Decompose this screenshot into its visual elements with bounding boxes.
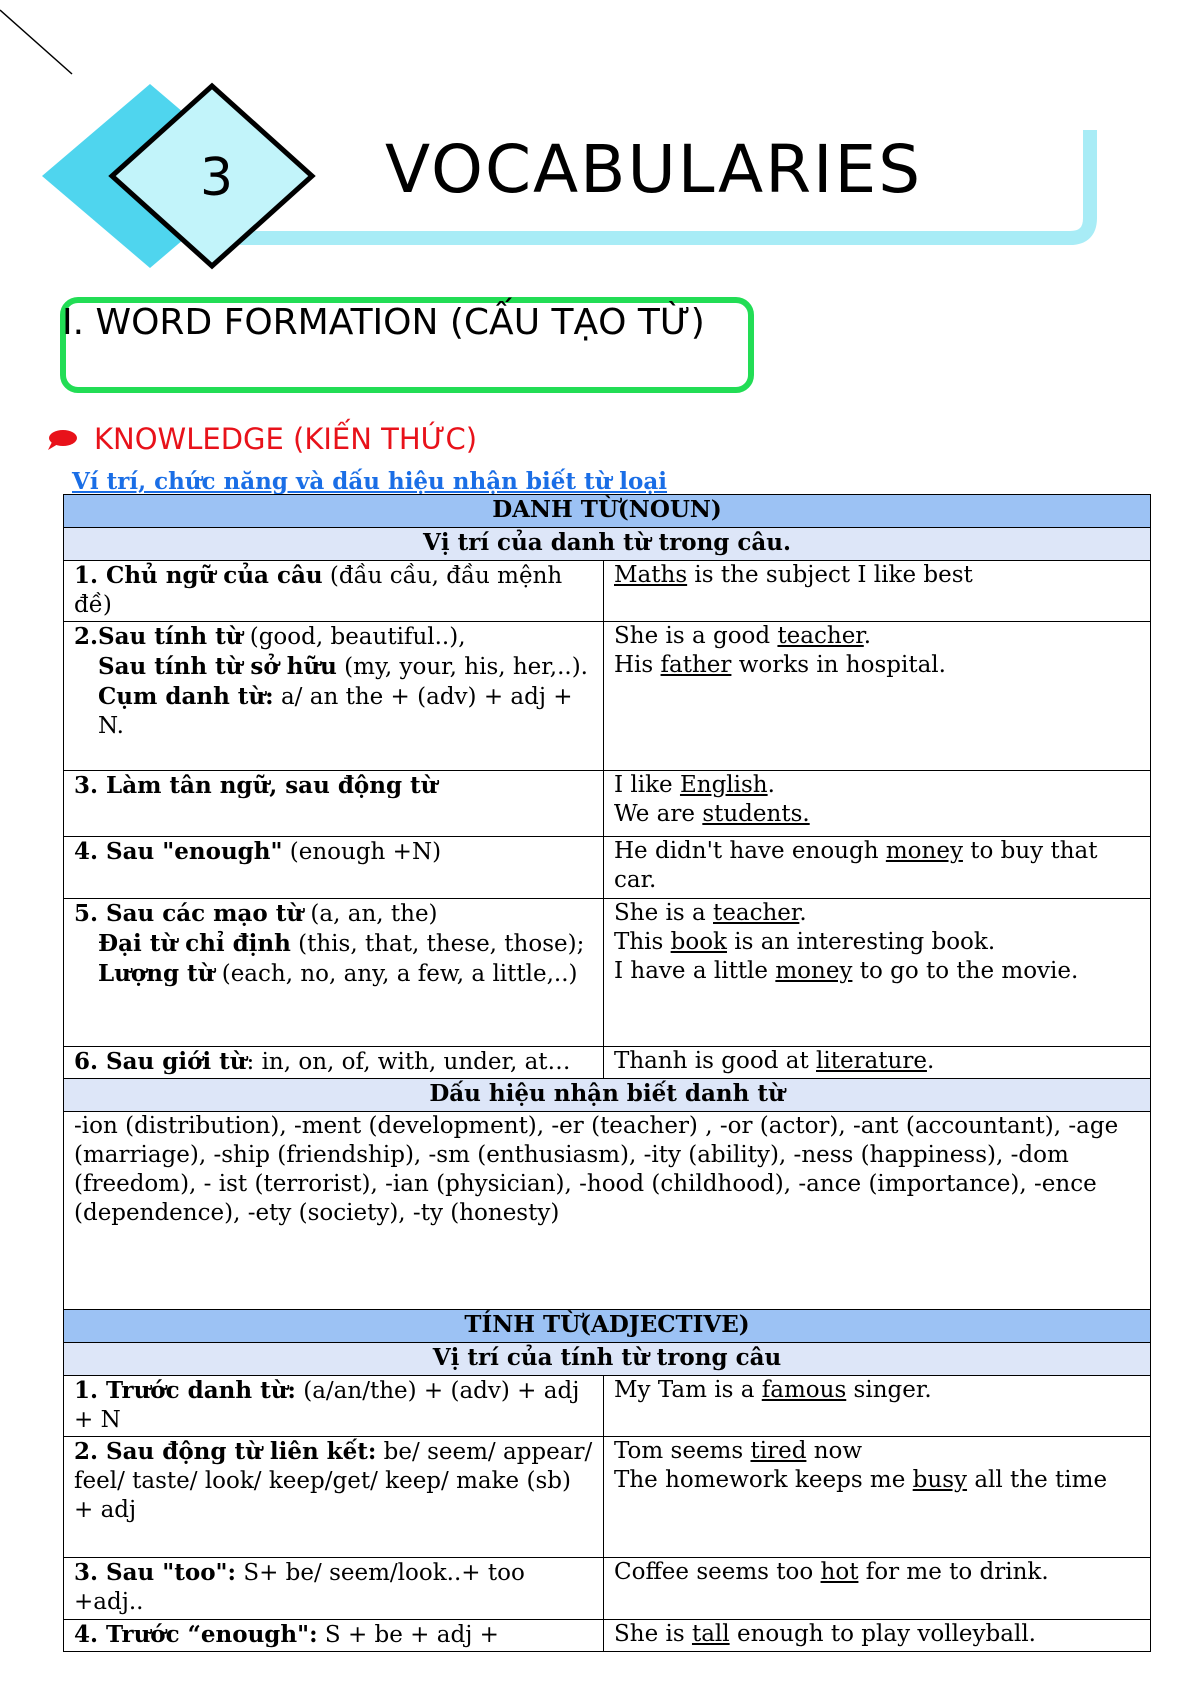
table-row [64,1047,1151,1079]
noun-signs-header-row [64,1079,1151,1112]
noun-position-row [64,528,1151,561]
adjective-header: TÍNH TỪ(ADJECTIVE) [64,1310,1151,1343]
rule-cell: 1. Chủ ngữ của câu (đầu cầu, đầu mệnh đề) [64,561,604,622]
example-cell: She is a good teacher. His father works in hospital. [604,622,1151,771]
example-cell: She is a teacher. This book is an interesting book. I have a little money to go to the movie. [604,899,1151,1047]
example-cell: I like English. We are students. [604,771,1151,837]
example-cell: Coffee seems too hot for me to drink. [604,1558,1151,1620]
noun-position-header: Vị trí của danh từ trong câu. [64,528,1151,561]
noun-header-row [64,495,1151,528]
rule-cell: 6. Sau giới từ: in, on, of, with, under, at… [64,1047,604,1079]
table-row [64,622,1151,771]
knowledge-heading: KNOWLEDGE (KIẾN THỨC) [94,422,478,456]
example-cell: Maths is the subject I like best [604,561,1151,622]
page-title: VOCABULARIES [385,131,923,208]
table-row [64,1558,1151,1620]
table-row [64,1437,1151,1558]
table-row [64,1376,1151,1437]
table-row [64,1620,1151,1652]
rule-cell: 2.Sau tính từ (good, beautiful..), Sau tính từ sở hữu (my, your, his, her,..). Cụm danh từ: a/ an the + (adv) + adj + N. [64,622,604,771]
rule-cell: 3. Làm tân ngữ, sau động từ [64,771,604,837]
section-title: I. WORD FORMATION (CẤU TẠO TỪ) [62,302,705,343]
table-row [64,771,1151,837]
noun-header: DANH TỪ(NOUN) [64,495,1151,528]
rule-cell: 4. Sau "enough" (enough +N) [64,837,604,899]
adjective-header-row [64,1310,1151,1343]
chapter-number: 3 [200,148,234,208]
example-cell: My Tam is a famous singer. [604,1376,1151,1437]
table-row [64,561,1151,622]
noun-signs-text: -ion (distribution), -ment (development), -er (teacher) , -or (actor), -ant (accountant), -age (marriage), -ship (friendship), -sm (enthusiasm), -ity (ability), -ness (happiness), -dom (freedom), - ist (terrorist), -ian (physician), -hood (childhood), -ance (importance), -ence (dependence), -ety (society), -ty (honesty) [64,1112,1151,1310]
speech-bubble-icon [46,428,78,452]
example-cell: Tom seems tired now The homework keeps me busy all the time [604,1437,1151,1558]
rule-cell: 2. Sau động từ liên kết: be/ seem/ appear/ feel/ taste/ look/ keep/get/ keep/ make (sb) + adj [64,1437,604,1558]
word-class-table [63,494,1151,1652]
noun-signs-row [64,1112,1151,1310]
example-cell: He didn't have enough money to buy that car. [604,837,1151,899]
noun-signs-header: Dấu hiệu nhận biết danh từ [64,1079,1151,1112]
example-cell: Thanh is good at literature. [604,1047,1151,1079]
rule-cell: 1. Trước danh từ: (a/an/the) + (adv) + adj + N [64,1376,604,1437]
example-cell: She is tall enough to play volleyball. [604,1620,1151,1652]
adjective-position-header: Vị trí của tính từ trong câu [64,1343,1151,1376]
subtitle: Ví trí, chức năng và dấu hiệu nhận biết từ loại [72,468,668,495]
rule-cell: 4. Trước “enough": S + be + adj + [64,1620,604,1652]
adjective-position-row [64,1343,1151,1376]
table-row [64,899,1151,1047]
rule-cell: 3. Sau "too": S+ be/ seem/look..+ too +adj.. [64,1558,604,1620]
table-row [64,837,1151,899]
rule-cell: 5. Sau các mạo từ (a, an, the) Đại từ chỉ định (this, that, these, those); Lượng từ (each, no, any, a few, a little,..) [64,899,604,1047]
